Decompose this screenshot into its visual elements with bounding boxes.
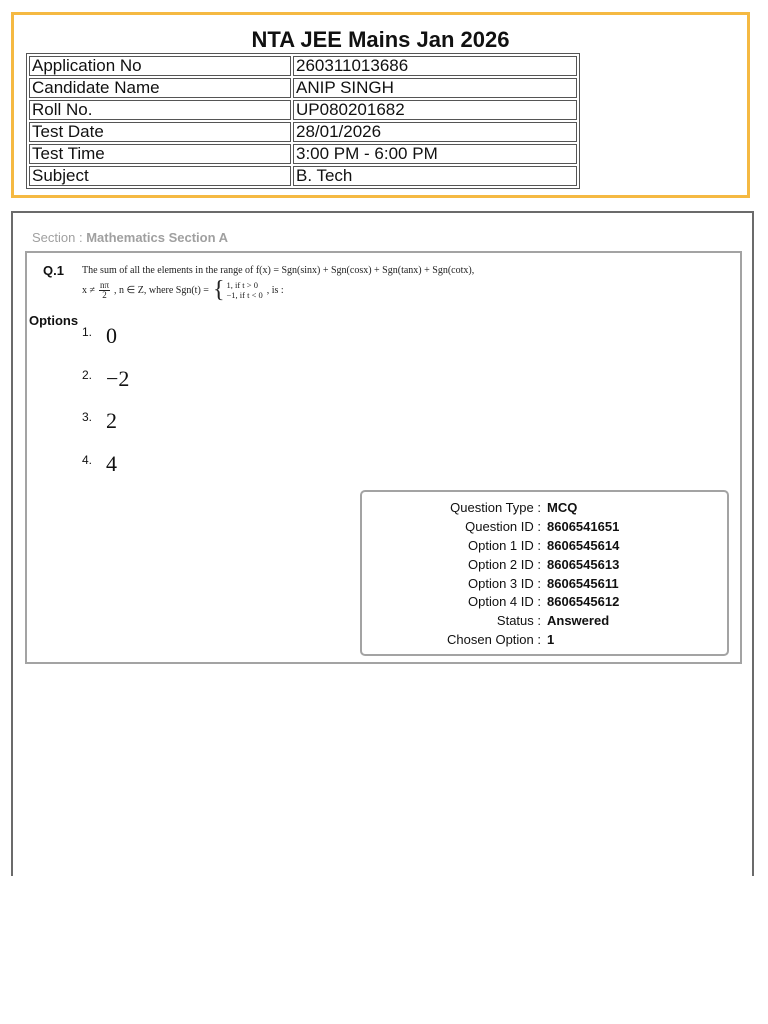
- section-panel: [11, 211, 754, 876]
- fraction-denominator: 2: [102, 289, 107, 300]
- meta-value: Answered: [547, 613, 610, 628]
- info-key: Application No: [29, 56, 291, 76]
- meta-value: 8606545611: [547, 576, 619, 591]
- fraction-numerator: nπ: [100, 279, 110, 290]
- question-line-1: The sum of all the elements in the range of f(x) = Sgn(sinx) + Sgn(cosx) + Sgn(tanx) + Sgn(cotx),: [82, 265, 475, 276]
- table-row: [29, 122, 577, 142]
- exam-title: NTA JEE Mains Jan 2026: [251, 27, 510, 52]
- table-row: [29, 144, 577, 164]
- meta-label: Question ID :: [465, 519, 541, 534]
- option-value: 2: [106, 408, 117, 433]
- meta-value: 8606545614: [547, 538, 620, 553]
- section-prefix: Section :: [32, 230, 87, 245]
- option-number: 4.: [82, 453, 93, 467]
- candidate-info-table: [26, 53, 580, 189]
- table-row: [29, 78, 577, 98]
- info-key: Candidate Name: [29, 78, 291, 98]
- table-row: [29, 166, 577, 186]
- info-key: Roll No.: [29, 100, 291, 120]
- question-number: Q.1: [43, 263, 64, 278]
- meta-value: MCQ: [547, 500, 578, 515]
- meta-value: 8606545612: [547, 594, 620, 609]
- meta-label: Option 3 ID :: [468, 576, 541, 591]
- meta-row-option-2-id: [362, 555, 727, 574]
- meta-row-option-1-id: [362, 536, 727, 555]
- meta-label: Option 1 ID :: [468, 538, 541, 553]
- meta-value: 8606545613: [547, 557, 620, 572]
- info-value: 3:00 PM - 6:00 PM: [293, 144, 577, 164]
- option-value: 0: [106, 323, 117, 348]
- option-value: 4: [106, 451, 117, 476]
- info-value: B. Tech: [293, 166, 577, 186]
- meta-row-chosen-option: [362, 630, 727, 649]
- question-meta-panel: [360, 490, 729, 656]
- meta-row-status: [362, 611, 727, 630]
- case-2: −1, if t < 0: [226, 290, 263, 300]
- piecewise-definition: [212, 277, 263, 303]
- question-line-2: [82, 277, 502, 303]
- info-key: Test Time: [29, 144, 291, 164]
- info-value: 260311013686: [293, 56, 577, 76]
- case-1: 1, if t > 0: [226, 280, 258, 290]
- meta-row-option-4-id: [362, 592, 727, 611]
- option-number: 2.: [82, 368, 93, 382]
- piecewise-cases: [226, 280, 262, 300]
- meta-label: Chosen Option :: [447, 632, 541, 647]
- info-value: ANIP SINGH: [293, 78, 577, 98]
- info-value: 28/01/2026: [293, 122, 577, 142]
- meta-row-question-type: [362, 498, 727, 517]
- meta-label: Option 2 ID :: [468, 557, 541, 572]
- table-row: [29, 100, 577, 120]
- section-name: Mathematics Section A: [86, 230, 229, 245]
- info-value: UP080201682: [293, 100, 577, 120]
- table-row: [29, 56, 577, 76]
- fraction: [99, 281, 110, 300]
- option-number: 1.: [82, 325, 93, 339]
- option-number: 3.: [82, 410, 93, 424]
- option-value: −2: [106, 366, 130, 391]
- meta-row-option-3-id: [362, 574, 727, 593]
- section-label: [32, 230, 228, 245]
- question-card: [25, 251, 742, 664]
- meta-value: 8606541651: [547, 519, 620, 534]
- question-text: [82, 263, 502, 303]
- question-end-text: , is :: [266, 284, 284, 296]
- candidate-header: [11, 12, 750, 198]
- meta-label: Status :: [496, 613, 541, 628]
- meta-row-question-id: [362, 517, 727, 536]
- options-label: Options: [29, 313, 79, 328]
- meta-value: 1: [547, 632, 555, 647]
- left-brace-icon: {: [212, 277, 225, 303]
- question-x-condition: x ≠: [82, 284, 95, 296]
- question-middle-text: , n ∈ Z, where Sgn(t) =: [114, 284, 209, 296]
- info-key: Test Date: [29, 122, 291, 142]
- meta-label: Option 4 ID :: [468, 594, 541, 609]
- info-key: Subject: [29, 166, 291, 186]
- meta-label: Question Type :: [450, 500, 541, 515]
